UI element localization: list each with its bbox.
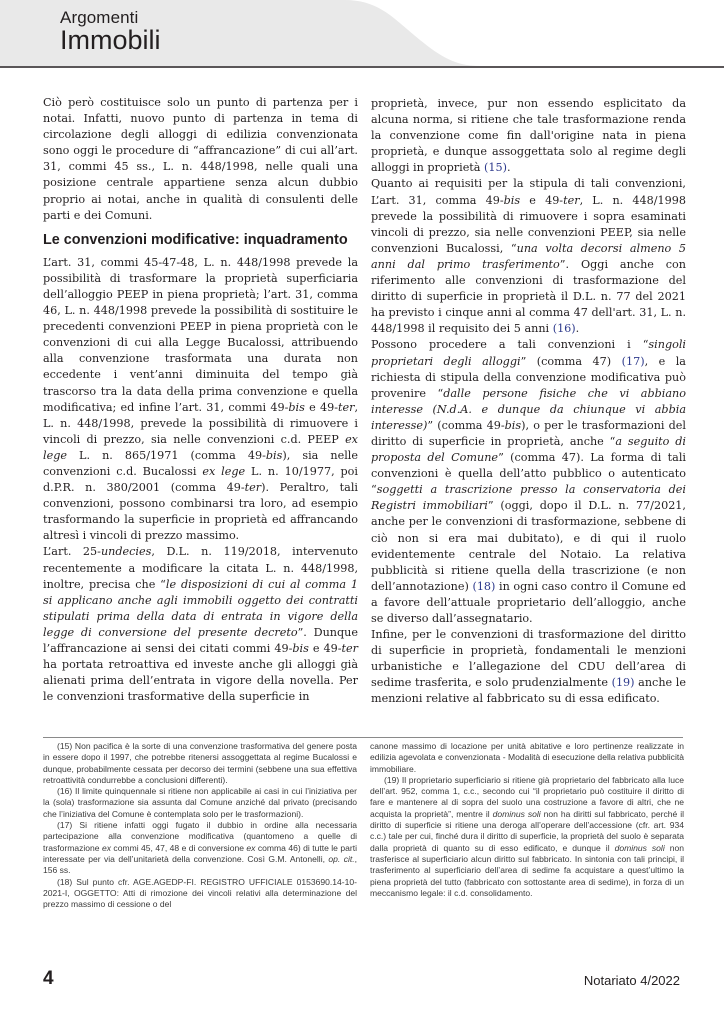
journal-issue: Notariato 4/2022 bbox=[583, 973, 680, 988]
paragraph: Quanto ai requisiti per la stipula di tali convenzioni, L’art. 31, comma 49-bis e 49-ter, L. n. 448/1998 prevede la possibilità di rimuovere i sopra esaminati vincoli di prezzo, sia nelle convenzioni PEEP, sia nelle convenzioni Bucalossi, “una volta decorsi almeno 5 anni dal primo trasferimento”. Oggi anche con riferimento alle convenzioni di trasformazione del diritto di superficie in proprietà il D.L. n. 77 del 2021 ha previsto i cinque anni al comma 47 dell'art. 31, L. n. 448/1998 il requisito dei 5 anni (16). bbox=[371, 177, 687, 336]
footnotes-left bbox=[43, 741, 357, 910]
footnote-ref-18[interactable]: (18) bbox=[472, 579, 496, 593]
right-column bbox=[371, 96, 686, 708]
footnote-16: (16) Il limite quinquennale si ritiene non applicabile ai casi in cui l’iniziativa per la (sola) trasformazione sia assunta dal Comune anziché dal privato (precisando che l’iniziativa del Comune è contemplata solo per le trasformazioni). bbox=[43, 786, 357, 819]
footnote-18: (18) Sul punto cfr. AGE.AGEDP-FI. REGISTRO UFFICIALE 0153690.14-10-2021-I, OGGETTO: Atti di rimozione dei vincoli relativi alla determinazione del prezzo massimo di cessione o del bbox=[43, 876, 357, 910]
footnote-15: (15) Non pacifica è la sorte di una convenzione trasformativa del genere posta in essere dopo il 1997, che potrebbe ritenersi assoggettata al regime Bucalossi e dunque, probabilmente cessata per decorso dei termini (sebbene una sua effettiva retroattività condurrebbe a conclusioni differenti). bbox=[43, 741, 357, 785]
paragraph: Ciò però costituisce solo un punto di partenza per i notai. Infatti, nuovo punto di partenza in tema di circolazione degli alloggi di edilizia convenzionata sono oggi le procedure di “affrancazione” di cui all’art. 31, commi 45 ss., L. n. 448/1998, nelle quali una posizione centrale appartiene senza alcun dubbio proprio ai notai, anche in qualità di consulenti delle parti e dei Comuni. bbox=[43, 96, 358, 222]
footnote-ref-19[interactable]: (19) bbox=[611, 676, 635, 690]
paragraph: L’art. 31, commi 45-47-48, L. n. 448/1998 prevede la possibilità di trasformare la proprietà superficiaria dell’alloggio PEEP in piena proprietà; l’art. 31, comma 46, L. n. 448/1998 prevede la possibilità di sostituire le precedenti convenzioni PEEP in piena proprietà con le convenzioni di cui alla Legge Bucalossi, attribuendo alla convenzione trasformata una durata non eccedente i vent’anni diminuita del tempo già trascorso tra la data della prima convenzione e quella modificativa; ed infine l’art. 31, commi 49-bis e 49-ter, L. n. 448/1998, prevede la possibilità di rimuovere i vincoli di prezzo, sia nelle convenzioni c.d. PEEP ex lege L. n. 865/1971 (comma 49-bis), sia nelle convenzioni c.d. Bucalossi ex lege L. n. 10/1977, poi d.P.R. n. 380/2001 (comma 49-ter). Peraltro, tali convenzioni, possono combinarsi tra loro, ad esempio trasformando la superficie in proprietà ed affrancando altresì i vincoli di prezzo massimo. bbox=[43, 255, 359, 543]
footnote-ref-15[interactable]: (15) bbox=[484, 161, 508, 175]
paragraph: L’art. 25-undecies, D.L. n. 119/2018, intervenuto recentemente a modificare la citata L. n. 448/1998, inoltre, precisa che “le disposizioni di cui al comma 1 si applicano anche agli immobili oggetto dei contratti stipulati prima della data di entrata in vigore della legge di conversione del presente decreto”. Dunque l’affrancazione ai sensi dei citati commi 49-bis e 49-ter ha portata retroattiva ed investe anche gli alloggi già alienati prima dell’entrata in vigore della novella. Per le convenzioni trasformative della superficie in bbox=[43, 545, 358, 704]
footnote-separator bbox=[43, 737, 683, 738]
footnote-17: (17) Si ritiene infatti oggi fugato il dubbio in ordine alla necessaria partecipazione alla convenzione modificativa (quantomeno a quelle di trasformazione ex commi 45, 47, 48 e di conversione ex comma 46) di tutte le parti interessate per via dell’unitarietà della convenzione. Così G.M. Antonelli, op. cit., 156 ss. bbox=[43, 820, 357, 876]
footnote-ref-17[interactable]: (17) bbox=[621, 354, 645, 368]
paragraph: proprietà, invece, pur non essendo esplicitato da alcuna norma, si ritiene che tale trasformazione renda la convenzione come fin dall'origine nata in piena proprietà, e dunque assoggettata solo al regime degli alloggi in proprietà (15). bbox=[371, 97, 686, 175]
footnotes-right bbox=[370, 741, 684, 899]
section-title: Immobili bbox=[60, 25, 161, 55]
section-kicker: Argomenti bbox=[60, 8, 139, 27]
left-column bbox=[43, 95, 358, 705]
page-number: 4 bbox=[43, 968, 54, 989]
footnote-18-continued: canone massimo di locazione per unità abitative e loro pertinenze realizzate in edilizia agevolata e convenzionata - Modalità di esecuzione della relativa pubblicità immobiliare. bbox=[370, 741, 684, 774]
subheading: Le convenzioni modificative: inquadramento bbox=[43, 231, 348, 248]
paragraph: Possono procedere a tali convenzioni i “singoli proprietari degli alloggi” (comma 47) (17), e la richiesta di stipula della convenzione modificativa può provenire “dalle persone fisiche che vi abbiano interesse (N.d.A. e dunque da chiunque vi abbia interesse)” (comma 49-bis), o per le trasformazioni del diritto di superficie in proprietà, anche “a seguito di proposta del Comune” (comma 47). La forma di tali convenzioni è quella dell’atto pubblico o autenticato “soggetti a trascrizione presso la conservatoria dei Registri immobiliari” (oggi, dopo il D.L. n. 77/2021, anche per le convenzioni di trasformazione, sebbene di ciò non si era mai dubitato), e di qui il ruolo evidentemente centrale del Notaio. La relativa pubblicità si ritiene quella della trascrizione (e non dell’annotazione) (18) in ogni caso contro il Comune ed a favore dell’attuale proprietario dell’alloggio, anche se diverso dall’assegnatario. bbox=[371, 338, 686, 625]
paragraph: Infine, per le convenzioni di trasformazione del diritto di superficie in proprietà, fondamentali le menzioni urbanistiche e l’allegazione del CDU dell’area di sedime trasferita, e solo prudenzialmente (19) anche le menzioni relative al fabbricato su di essa edificato. bbox=[371, 628, 686, 706]
footnote-ref-16[interactable]: (16) bbox=[552, 322, 576, 336]
footnote-19: (19) Il proprietario superficiario si ritiene già proprietario del fabbricato alla luce dell’art. 952, comma 1, c.c., secondo cui “il proprietario può costituire il diritto di fare e mantenere al di sopra del suolo una costruzione a favore di altri, che ne acquista la proprietà”, mentre il dominus soli non ha diritti sul fabbricato, perché il diritto di superficie si ritiene una deroga all’operare dell’accessione (cfr. art. 934 c.c.) tale per cui, finché dura il diritto di superficie, la proprietà del suolo è separata dalla proprietà di quanto su di esso edificato, e dunque il dominus soli non trasferisce al superficiario alcun diritto sul fabbricato. In sintonia con tali principi, il trasferimento al superficiario dell’area di sedime fa acquistare a quest’ultimo la piena proprietà del tutto (fabbricato con sottostante area di sedime), in forza di un meccanismo legale: il c.d. consolidamento. bbox=[370, 774, 684, 898]
running-header bbox=[0, 0, 724, 68]
